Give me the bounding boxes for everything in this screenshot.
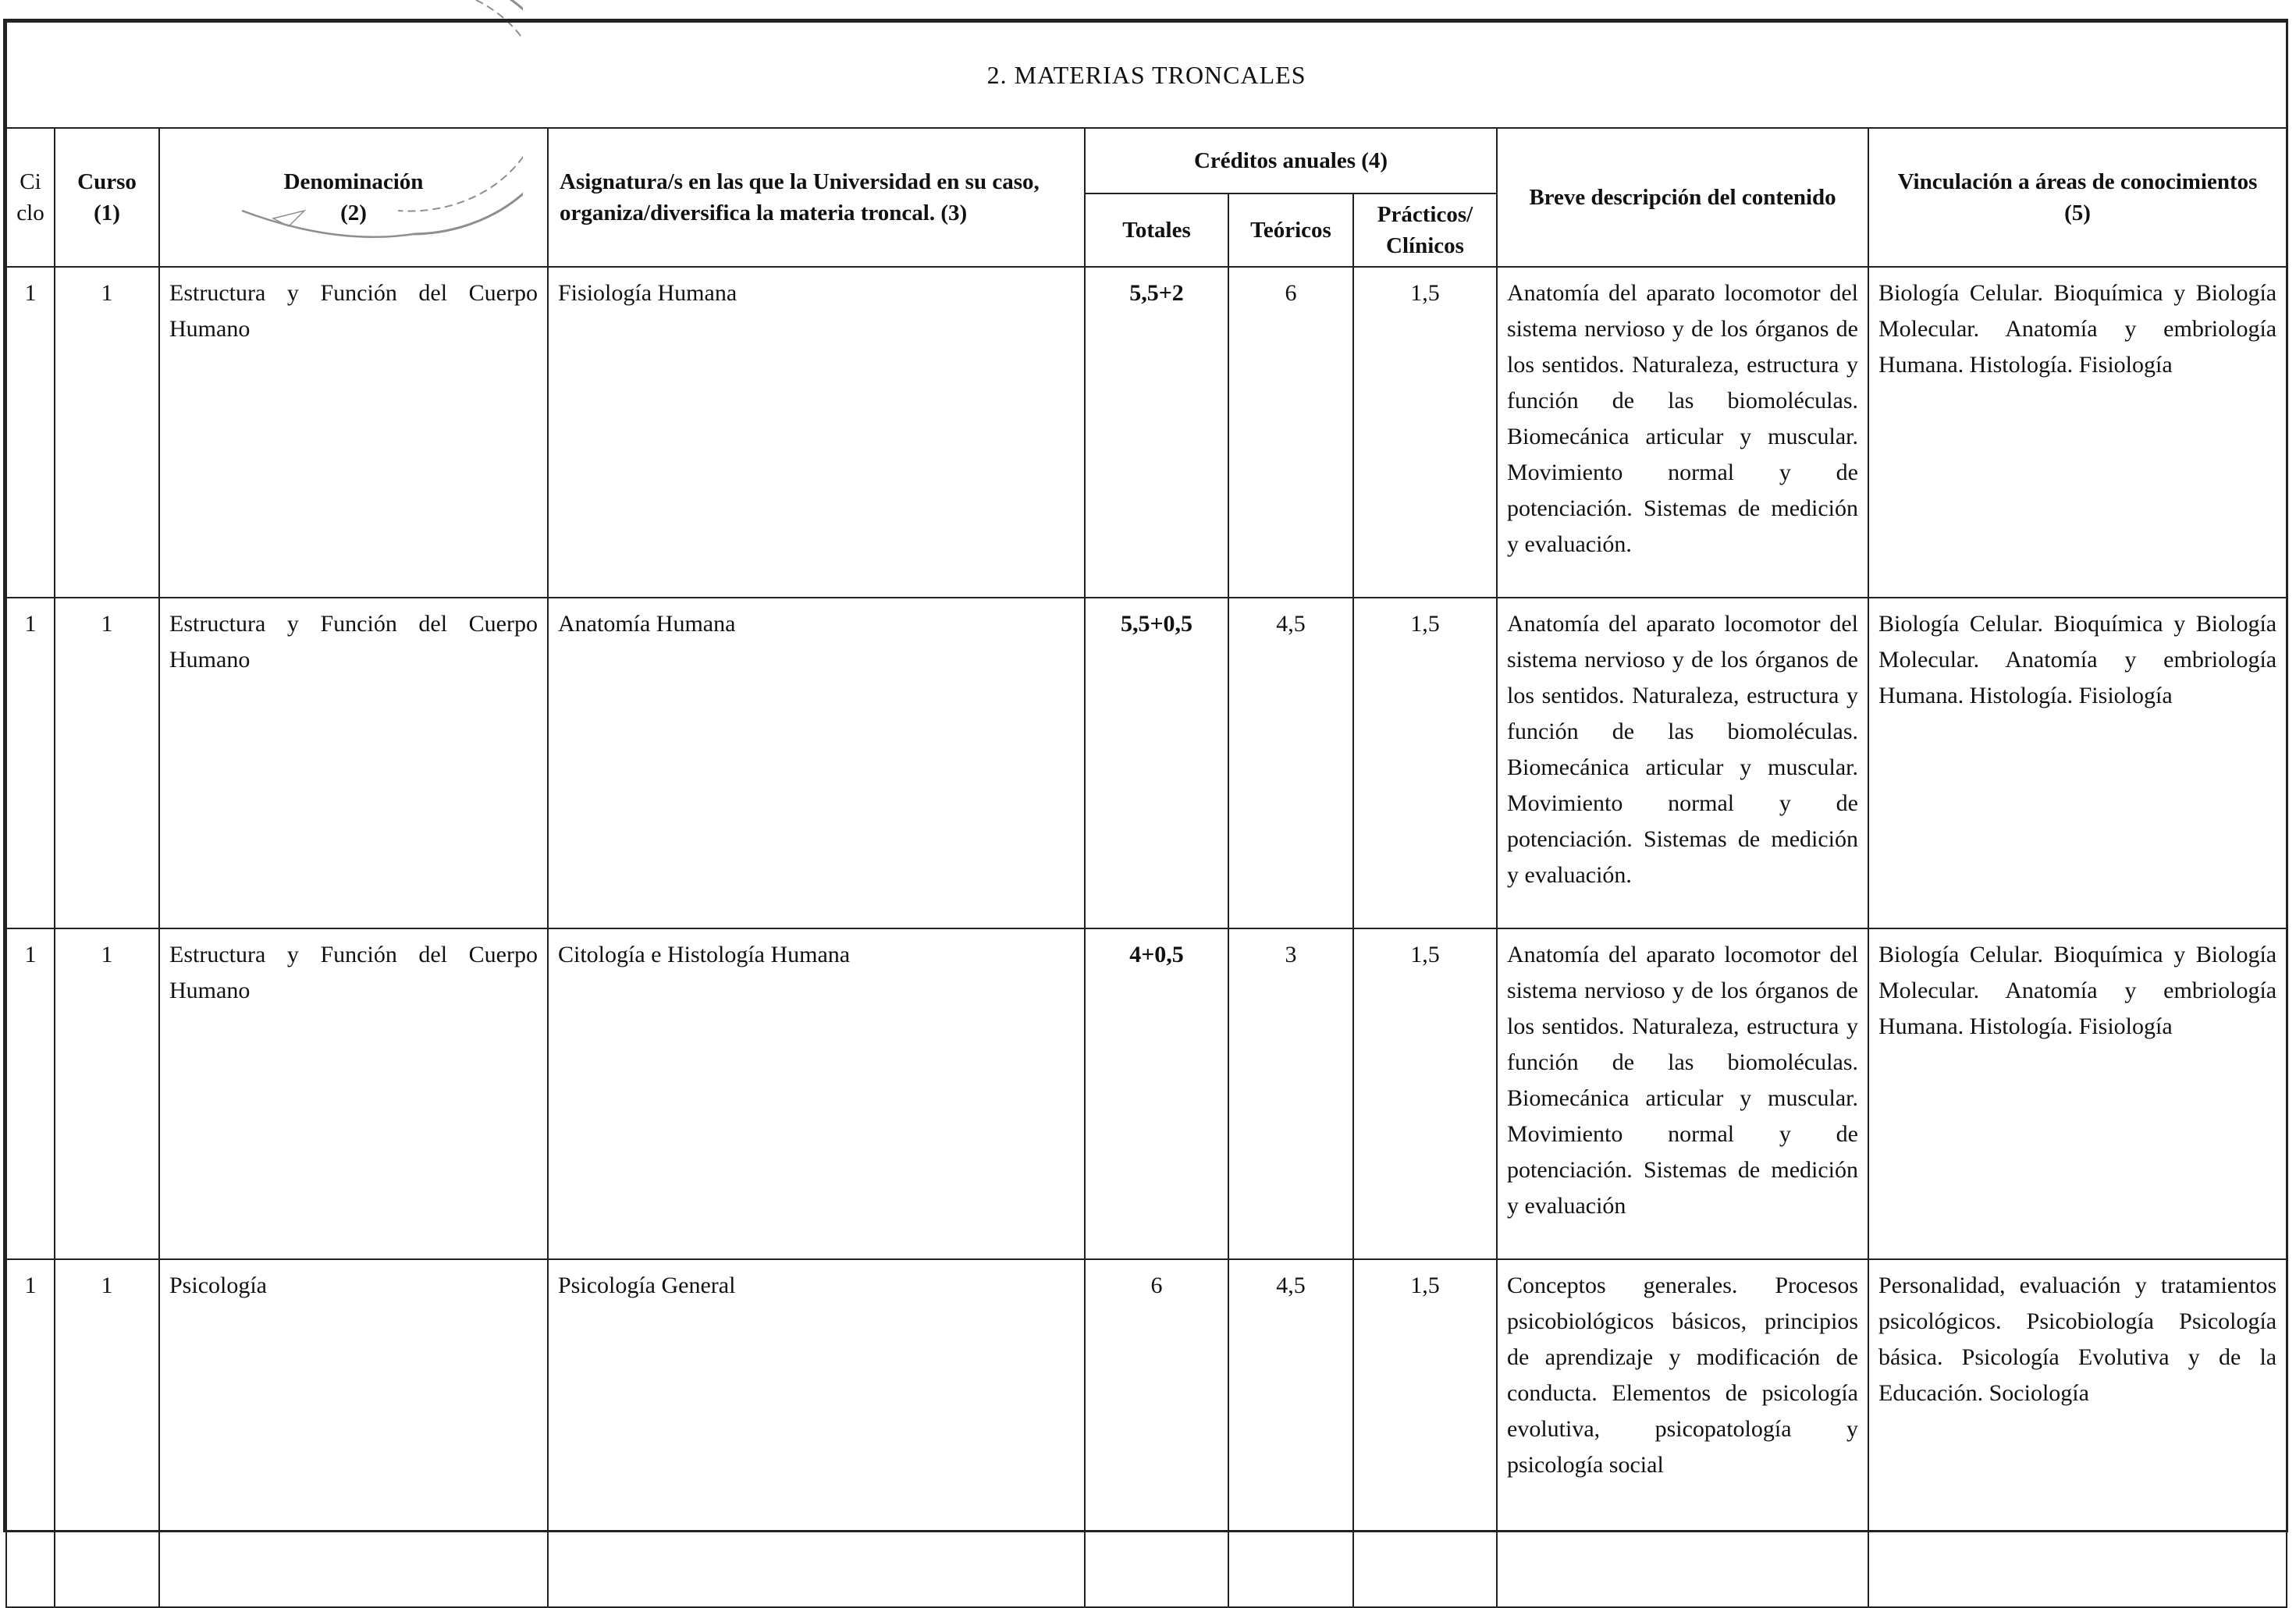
cell-descripcion: Conceptos generales. Procesos psicobiológicos básicos, principios de aprendizaje y modificación de conducta. Elementos de psicología evolutiva, psicopatología y psicología social xyxy=(1497,1259,1868,1607)
header-denominacion xyxy=(159,128,548,267)
header-totales: Totales xyxy=(1085,193,1228,267)
header-ciclo: Ci clo xyxy=(6,128,55,267)
cell-denominacion: Estructura y Función del Cuerpo Humano xyxy=(159,598,548,928)
cell-teoricos: 4,5 xyxy=(1228,1259,1353,1607)
cell-ciclo: 1 xyxy=(6,1259,55,1607)
cell-vinculacion: Biología Celular. Bioquímica y Biología Molecular. Anatomía y embriología Humana. Histología. Fisiología xyxy=(1868,928,2287,1259)
cell-ciclo: 1 xyxy=(6,267,55,598)
cell-asignatura: Psicología General xyxy=(548,1259,1085,1607)
header-vinculacion-note: (5) xyxy=(2064,201,2091,225)
troncales-sheet xyxy=(3,19,2288,1532)
cell-totales: 4+0,5 xyxy=(1085,928,1228,1259)
header-teoricos: Teóricos xyxy=(1228,193,1353,267)
cell-practicos: 1,5 xyxy=(1353,267,1497,598)
header-creditos: Créditos anuales (4) xyxy=(1085,128,1497,193)
cell-totales: 5,5+0,5 xyxy=(1085,598,1228,928)
cell-descripcion: Anatomía del aparato locomotor del sistema nervioso y de los órganos de los sentidos. Naturaleza, estructura y función de las biomoléculas. Biomecánica articular y muscular. Movimiento normal y de potenciación. Sistemas de medición y evaluación xyxy=(1497,928,1868,1259)
cell-practicos: 1,5 xyxy=(1353,928,1497,1259)
cell-denominacion: Psicología xyxy=(159,1259,548,1607)
cell-descripcion: Anatomía del aparato locomotor del sistema nervioso y de los órganos de los sentidos. Naturaleza, estructura y función de las biomoléculas. Biomecánica articular y muscular. Movimiento normal y de potenciación. Sistemas de medición y evaluación. xyxy=(1497,598,1868,928)
header-curso xyxy=(55,128,159,267)
cell-denominacion: Estructura y Función del Cuerpo Humano xyxy=(159,267,548,598)
cell-totales: 5,5+2 xyxy=(1085,267,1228,598)
cell-teoricos: 4,5 xyxy=(1228,598,1353,928)
cell-curso: 1 xyxy=(55,928,159,1259)
cell-ciclo: 1 xyxy=(6,598,55,928)
cell-curso: 1 xyxy=(55,267,159,598)
cell-asignatura: Citología e Histología Humana xyxy=(548,928,1085,1259)
header-curso-note: (1) xyxy=(94,201,120,225)
header-denominacion-note: (2) xyxy=(340,201,367,225)
table-row xyxy=(6,1259,2287,1607)
cell-curso: 1 xyxy=(55,598,159,928)
cell-practicos: 1,5 xyxy=(1353,598,1497,928)
cell-teoricos: 3 xyxy=(1228,928,1353,1259)
cell-practicos: 1,5 xyxy=(1353,1259,1497,1607)
cell-asignatura: Anatomía Humana xyxy=(548,598,1085,928)
header-practicos: Prácticos/ Clínicos xyxy=(1353,193,1497,267)
cell-teoricos: 6 xyxy=(1228,267,1353,598)
cell-vinculacion: Biología Celular. Bioquímica y Biología Molecular. Anatomía y embriología Humana. Histología. Fisiología xyxy=(1868,598,2287,928)
header-descripcion: Breve descripción del contenido xyxy=(1497,128,1868,267)
cell-totales: 6 xyxy=(1085,1259,1228,1607)
table-row xyxy=(6,598,2287,928)
cell-ciclo: 1 xyxy=(6,928,55,1259)
cell-asignatura: Fisiología Humana xyxy=(548,267,1085,598)
table-row xyxy=(6,928,2287,1259)
header-denominacion-label: Denominación xyxy=(283,169,424,194)
table-row xyxy=(6,267,2287,598)
cell-vinculacion: Personalidad, evaluación y tratamientos psicológicos. Psicobiología Psicología básica. Psicología Evolutiva y de la Educación. Sociología xyxy=(1868,1259,2287,1607)
cell-descripcion: Anatomía del aparato locomotor del sistema nervioso y de los órganos de los sentidos. Naturaleza, estructura y función de las biomoléculas. Biomecánica articular y muscular. Movimiento normal y de potenciación. Sistemas de medición y evaluación. xyxy=(1497,267,1868,598)
cell-curso: 1 xyxy=(55,1259,159,1607)
materias-troncales-table xyxy=(5,21,2287,1608)
cell-vinculacion: Biología Celular. Bioquímica y Biología Molecular. Anatomía y embriología Humana. Histología. Fisiología xyxy=(1868,267,2287,598)
section-title: 2. MATERIAS TRONCALES xyxy=(6,22,2287,128)
header-vinculacion xyxy=(1868,128,2287,267)
cell-denominacion: Estructura y Función del Cuerpo Humano xyxy=(159,928,548,1259)
header-vinculacion-label: Vinculación a áreas de conocimientos xyxy=(1897,169,2258,194)
header-curso-label: Curso xyxy=(77,169,137,194)
header-asignaturas: Asignatura/s en las que la Universidad en su caso, organiza/diversifica la materia troncal. (3) xyxy=(548,128,1085,267)
